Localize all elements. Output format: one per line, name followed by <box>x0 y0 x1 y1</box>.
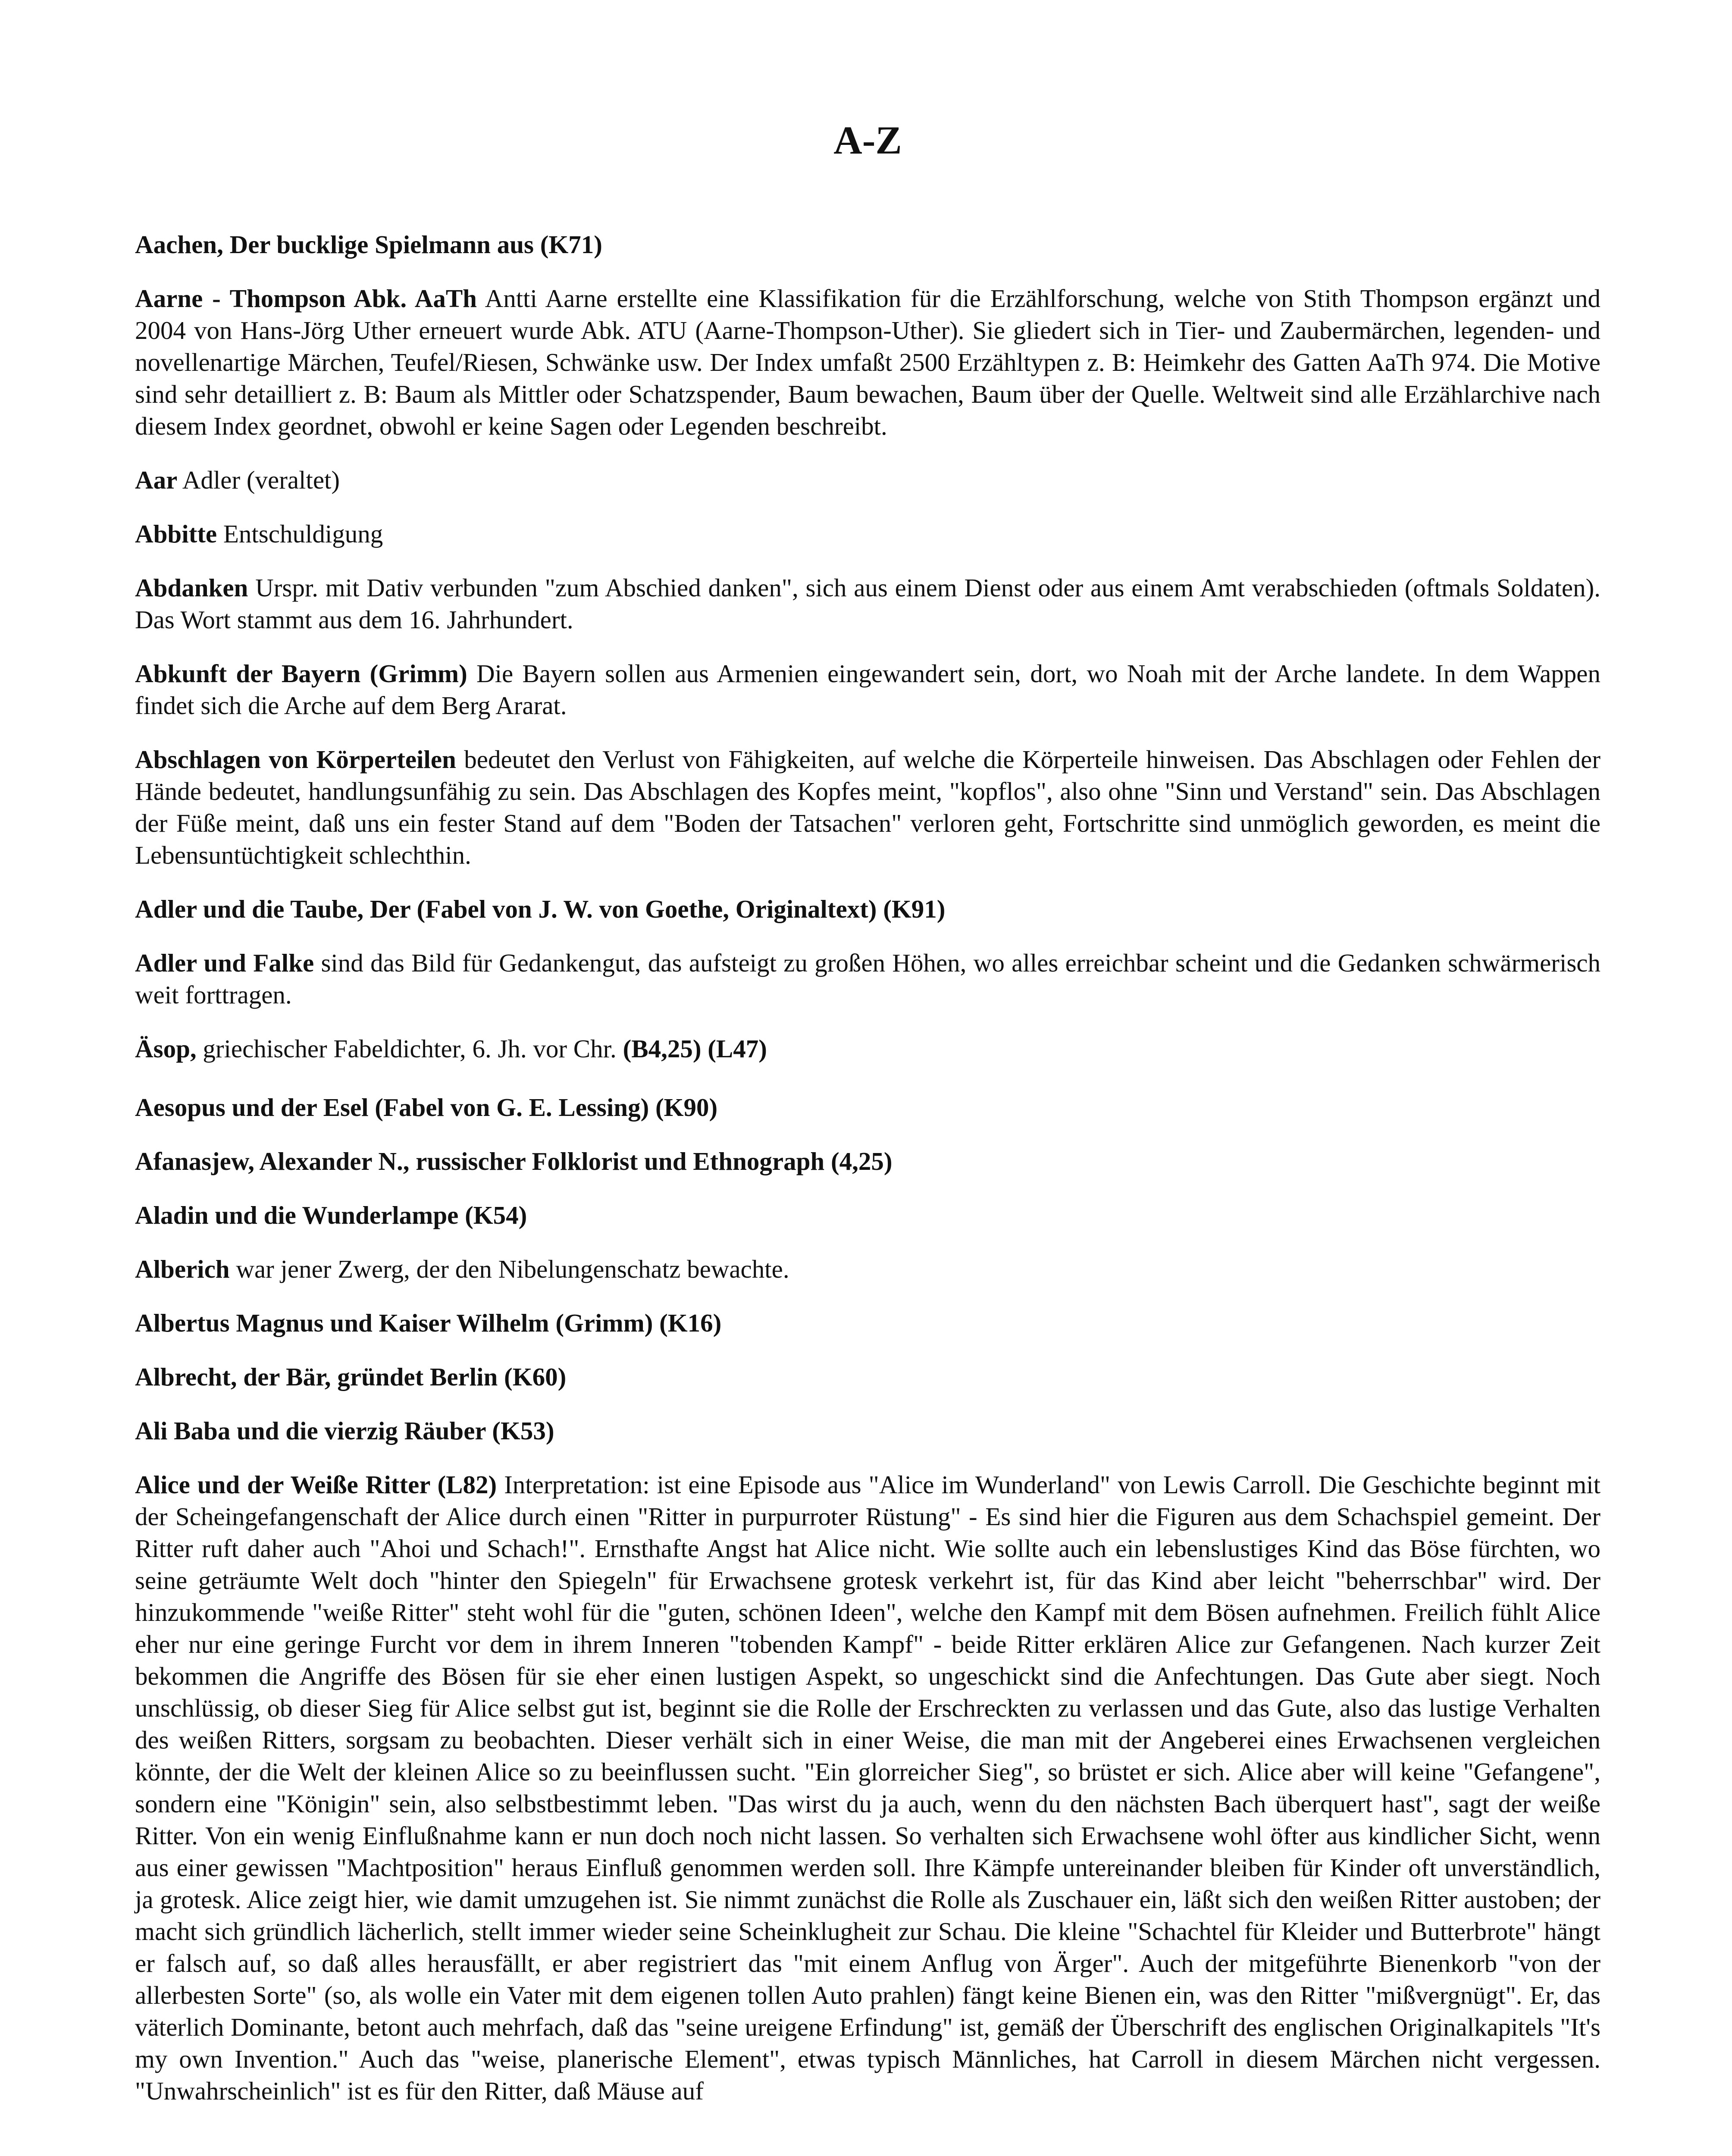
entry-abdanken <box>135 572 1600 636</box>
entry-adler-taube <box>135 893 1600 925</box>
document-page <box>135 116 1600 2129</box>
entry-headword: Albertus Magnus und Kaiser Wilhelm (Grimm) (K16) <box>135 1309 722 1337</box>
entry-adler-falke <box>135 947 1600 1011</box>
entry-alice <box>135 1469 1600 2107</box>
entry-text: Antti Aarne erstellte eine Klassifikation für die Erzählforschung, welche von Stith Thompson ergänzt und 2004 von Hans-Jörg Uther erneuert wurde Abk. ATU (Aarne-Thompson-Uther). Sie gliedert sich in Tier- und Zaubermärchen, legenden- und novellenartige Märchen, Teufel/Riesen, Schwänke usw. Der Index umfaßt 2500 Erzähltypen z. B: Heimkehr des Gatten AaTh 974. Die Motive sind sehr detailliert z. B: Baum als Mittler oder Schatzspender, Baum bewachen, Baum über der Quelle. Weltweit sind alle Erzählarchive nach diesem Index geordnet, obwohl er keine Sagen oder Legenden beschreibt. <box>135 284 1600 440</box>
entry-headword: Alice und der Weiße Ritter (L82) <box>135 1470 497 1499</box>
entry-afanasjew <box>135 1145 1600 1177</box>
entry-text: Entschuldigung <box>217 520 383 548</box>
entry-text: griechischer Fabeldichter, 6. Jh. vor Chr. <box>196 1034 623 1063</box>
entry-headword: Ali Baba und die vierzig Räuber (K53) <box>135 1416 554 1445</box>
entry-aesop <box>135 1033 1600 1065</box>
entry-reference: (B4,25) (L47) <box>623 1034 767 1063</box>
entry-headword: Abdanken <box>135 573 248 602</box>
entry-headword: Aachen, Der bucklige Spielmann aus (K71) <box>135 230 602 259</box>
entry-aarne-thompson <box>135 282 1600 442</box>
entry-headword: Aladin und die Wunderlampe (K54) <box>135 1201 527 1229</box>
entry-text: sind das Bild für Gedankengut, das aufsteigt zu großen Höhen, wo alles erreichbar scheint und die Gedanken schwärmerisch weit forttragen. <box>135 949 1600 1009</box>
entry-aladin <box>135 1199 1600 1231</box>
entry-abbitte <box>135 518 1600 550</box>
entry-headword: Alberich <box>135 1255 230 1283</box>
entry-headword: Abkunft der Bayern (Grimm) <box>135 659 467 688</box>
entry-headword: Adler und Falke <box>135 949 314 977</box>
entry-ali-baba <box>135 1415 1600 1447</box>
entry-aar <box>135 464 1600 496</box>
entry-headword: Afanasjew, Alexander N., russischer Folklorist und Ethnograph (4,25) <box>135 1147 893 1175</box>
page-title: A-Z <box>833 118 902 162</box>
entry-albertus-magnus <box>135 1307 1600 1339</box>
entry-albrecht <box>135 1361 1600 1393</box>
entry-aesopus <box>135 1091 1600 1123</box>
entry-headword: Abschlagen von Körperteilen <box>135 745 456 774</box>
entry-headword: Aesopus und der Esel (Fabel von G. E. Lessing) (K90) <box>135 1093 718 1122</box>
entry-text: Adler (veraltet) <box>177 466 340 494</box>
entry-text: war jener Zwerg, der den Nibelungenschatz bewachte. <box>229 1255 789 1283</box>
entry-headword: Äsop, <box>135 1034 197 1063</box>
entry-text: bedeutet den Verlust von Fähigkeiten, auf welche die Körperteile hinweisen. Das Abschlagen oder Fehlen der Hände bedeutet, handlungsunfähig zu sein. Das Abschlagen des Kopfes meint, "kopflos", also ohne "Sinn und Verstand" sein. Das Abschlagen der Füße meint, daß uns ein fester Stand auf dem "Boden der Tatsachen" verloren geht, Fortschritte sind unmöglich geworden, es meint die Lebensuntüchtigkeit schlechthin. <box>135 745 1600 869</box>
entry-text: Die Bayern sollen aus Armenien eingewandert sein, dort, wo Noah mit der Arche landete. In dem Wappen findet sich die Arche auf dem Berg Ararat. <box>135 659 1600 720</box>
entry-abschlagen <box>135 743 1600 871</box>
entry-headword: Albrecht, der Bär, gründet Berlin (K60) <box>135 1363 567 1391</box>
entry-abkunft-der-bayern <box>135 658 1600 721</box>
entry-headword: Aarne - Thompson Abk. AaTh <box>135 284 477 313</box>
entry-alberich <box>135 1253 1600 1285</box>
entry-headword: Aar <box>135 466 178 494</box>
entry-text: Urspr. mit Dativ verbunden "zum Abschied danken", sich aus einem Dienst oder aus einem Amt verabschieden (oftmals Soldaten). Das Wort stammt aus dem 16. Jahrhundert. <box>135 573 1600 634</box>
entry-aachen <box>135 229 1600 260</box>
entry-headword: Abbitte <box>135 520 217 548</box>
entry-text: Interpretation: ist eine Episode aus "Alice im Wunderland" von Lewis Carroll. Die Geschichte beginnt mit der Scheingefangenschaft der Alice durch einen "Ritter in purpurroter Rüstung" - Es sind hier die Figuren aus dem Schachspiel gemeint. Der Ritter ruft daher auch "Ahoi und Schach!". Ernsthafte Angst hat Alice nicht. Wie sollte auch ein lebenslustiges Kind das Böse fürchten, wo seine geträumte Welt doch "hinter den Spiegeln" für Erwachsene grotesk verkehrt ist, für das Kind aber leicht "beherrschbar" wird. Der hinzukommende "weiße Ritter" steht wohl für die "guten, schönen Ideen", welche den Kampf mit dem Bösen aufnehmen. Freilich fühlt Alice eher nur eine geringe Furcht vor dem in ihrem Inneren "tobenden Kampf" - beide Ritter erklären Alice zur Gefangenen. Nach kurzer Zeit bekommen die Angriffe des Bösen für sie eher einen lustigen Aspekt, so ungeschickt sind die Anfechtungen. Das Gute aber siegt. Noch unschlüssig, ob dieser Sieg für Alice selbst gut ist, beginnt sie die Rolle der Erschreckten zu verlassen und das Gute, also das lustige Verhalten des weißen Ritters, sorgsam zu beobachten. Dieser verhält sich in einer Weise, die man mit der Angeberei eines Erwachsenen vergleichen könnte, der die Welt der kleinen Alice so zu beeinflussen sucht. "Ein glorreicher Sieg", so brüstet er sich. Alice aber will keine "Gefangene", sondern eine "Königin" sein, also selbstbestimmt leben. "Das wirst du ja auch, wenn du den nächsten Bach überquert hast", sagt der weiße Ritter. Von ein wenig Einflußnahme kann er nun doch noch nicht lassen. So verhalten sich Erwachsene wohl öfter aus kindlicher Sicht, wenn aus einer gewissen "Machtposition" heraus Einfluß genommen werden soll. Ihre Kämpfe untereinander bleiben für Kinder oft unverständlich, ja grotesk. Alice zeigt hier, wie damit umzugehen ist. Sie nimmt zunächst die Rolle als Zuschauer ein, läßt sich den weißen Ritter austoben; der macht sich gründlich lächerlich, stellt immer wieder seine Scheinklugheit zur Schau. Die kleine "Schachtel für Kleider und Butterbrote" hängt er falsch auf, so daß alles herausfällt, er aber registriert das "mit einem Anflug von Ärger". Auch der mitgeführte Bienenkorb "von der allerbesten Sorte" (so, als wolle ein Vater mit dem eigenen tollen Auto prahlen) fängt keine Bienen ein, was den Ritter "mißvergnügt". Er, das väterlich Dominante, betont auch mehrfach, daß das "seine ureigene Erfindung" ist, gemäß der Überschrift des englischen Originalkapitels "It's my own Invention." Auch das "weise, planerische Element", etwas typisch Männliches, hat Carroll in diesem Märchen nicht vergessen. "Unwahrscheinlich" ist es für den Ritter, daß Mäuse auf <box>135 1470 1600 2105</box>
entry-headword: Adler und die Taube, Der (Fabel von J. W. von Goethe, Originaltext) (K91) <box>135 895 946 923</box>
